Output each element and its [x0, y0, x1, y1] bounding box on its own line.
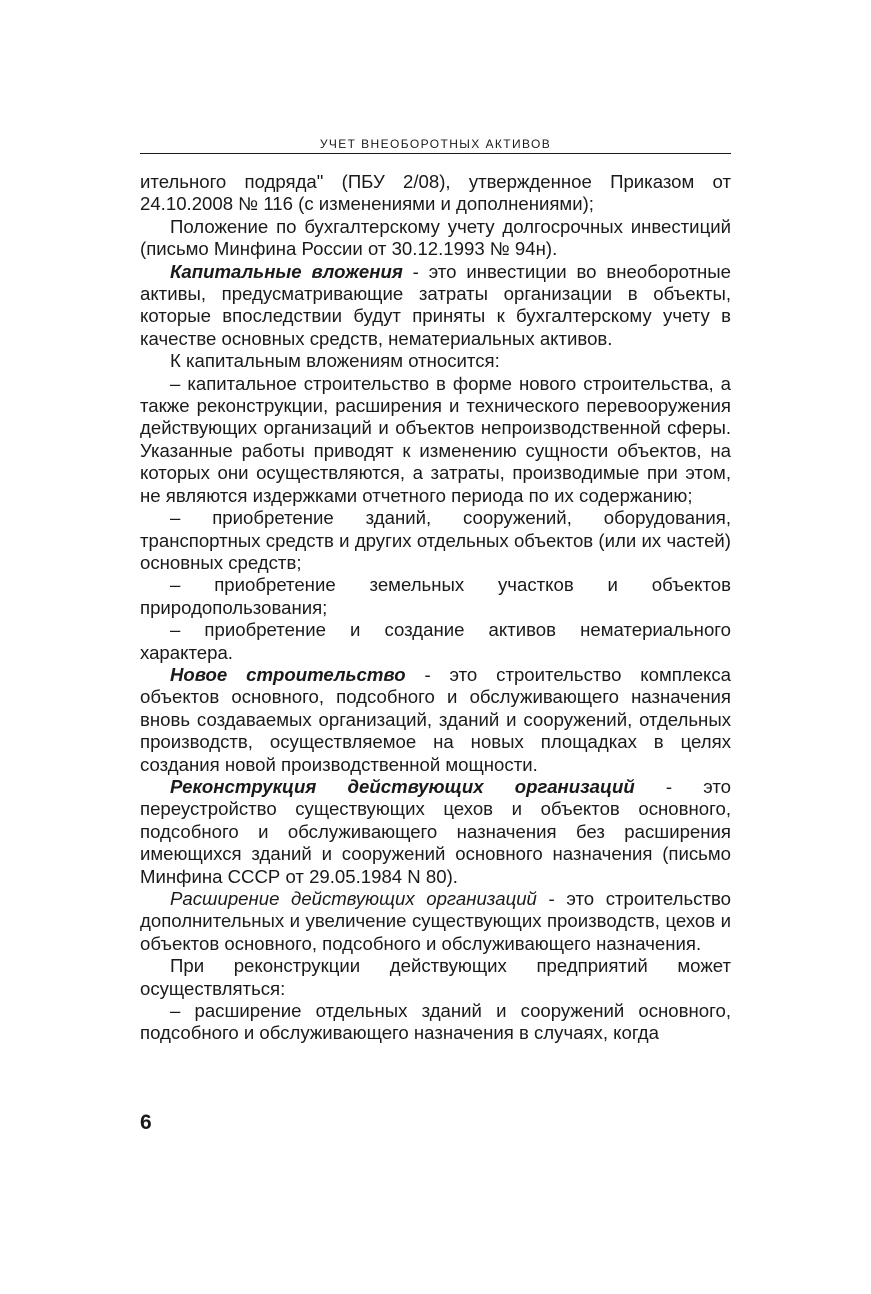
- paragraph: [140, 664, 731, 776]
- definition-text: - это строительство комплекса объектов основного, подсобного и обслуживающего назначения вновь создаваемых организаций, зданий и сооружений, отдельных производств, осуществляемое на новых площадках в целях создания новой производственной мощности.: [140, 663, 732, 775]
- term-capital-investments: Капитальные вложения: [170, 260, 403, 282]
- definition-text: - это строительство дополнительных и увеличение существующих производств, цехов и объектов основного, подсобного и обслуживающего назначения.: [140, 888, 731, 954]
- paragraph: ительного подряда" (ПБУ 2/08), утвержденное Приказом от 24.10.2008 № 116 (с изменениями и дополнениями);: [140, 171, 731, 215]
- paragraph: При реконструкции действующих предприятий может осуществляться:: [140, 955, 731, 999]
- paragraph: К капитальным вложениям относится:: [170, 350, 500, 372]
- list-item: – приобретение зданий, сооружений, оборудования, транспортных средств и других отдельных объектов (или их частей) основных средств;: [140, 507, 731, 573]
- list-item: – капитальное строительство в форме нового строительства, а также реконструкции, расширения и технического перевооружения действующих организаций и объектов непроизводственной сферы. Указанные работы приводят к изменению сущности объектов, на которых они осуществляются, а затраты, производимые при этом, не являются издержками отчетного периода по их содержанию;: [140, 372, 731, 506]
- body-text: [140, 171, 731, 1045]
- running-header: УЧЕТ ВНЕОБОРОТНЫХ АКТИВОВ: [319, 137, 552, 151]
- list-item: – расширение отдельных зданий и сооружений основного, подсобного и обслуживающего назначения в случаях, когда: [140, 1000, 731, 1044]
- paragraph: [140, 888, 731, 955]
- definition-text: - это инвестиции во внеоборотные активы, предусматривающие затраты организации в объекты, которые впоследствии будут приняты к бухгалтерскому учету в качестве основных средств, нематериальных активов.: [140, 260, 731, 349]
- page-number: 6: [140, 1111, 152, 1134]
- paragraph: Положение по бухгалтерскому учету долгосрочных инвестиций (письмо Минфина России от 30.12.1993 № 94н).: [140, 215, 731, 260]
- header-rule: [140, 153, 731, 154]
- definition-text: - это переустройство существующих цехов и объектов основного, подсобного и обслуживающего назначения без расширения имеющихся зданий и сооружений основного назначения (письмо Минфина СССР от 29.05.1984 N 80).: [140, 775, 731, 887]
- list-item: – приобретение и создание активов нематериального характера.: [140, 619, 731, 663]
- paragraph: [140, 776, 731, 888]
- term-expansion: Расширение действующих организаций: [170, 888, 537, 909]
- term-new-construction: Новое строительство: [170, 663, 406, 685]
- paragraph: [140, 261, 731, 351]
- term-reconstruction: Реконструкция действующих организаций: [170, 775, 635, 797]
- list-item: – приобретение земельных участков и объектов природопользования;: [140, 574, 731, 618]
